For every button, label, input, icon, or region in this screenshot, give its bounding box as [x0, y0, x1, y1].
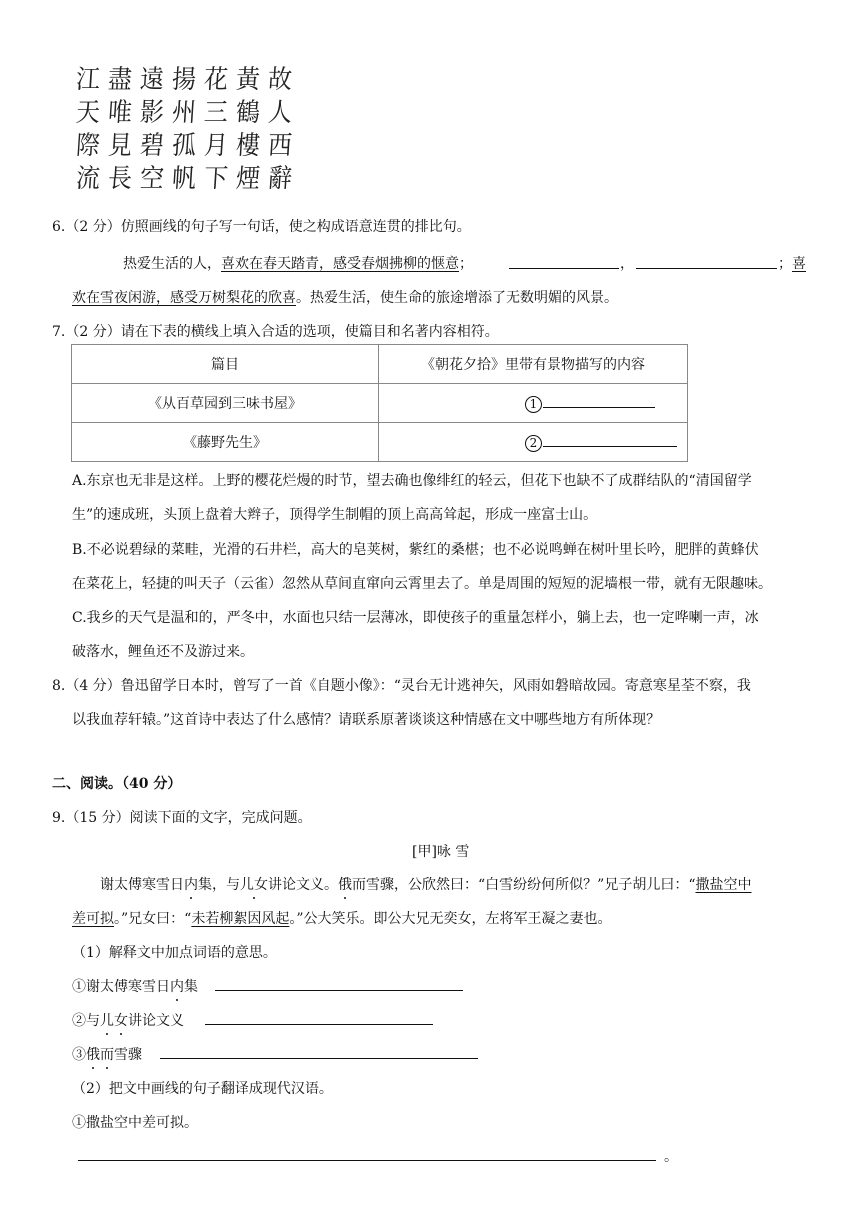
calligraphy-char: 盡 [107, 65, 133, 95]
passage-text: 讲论文义。 [268, 877, 338, 893]
q7-table [71, 344, 688, 462]
section-2-title: 二、阅读。（40 分） [52, 776, 182, 792]
q6-semi-text: ； [778, 256, 792, 272]
item-text: 雪骤 [114, 1047, 142, 1063]
calligraphy-char: 帆 [171, 164, 197, 194]
q6-sep: ； [459, 256, 473, 272]
dotted-word-nei: 内 [170, 979, 184, 995]
calligraphy-char: 遠 [139, 65, 165, 95]
circled-number-2: ② [72, 1013, 86, 1029]
underlined-sentence-1a: 撒盐空中 [695, 877, 752, 893]
q9-answer-blank-1[interactable] [215, 990, 463, 991]
calligraphy-char: 人 [267, 98, 293, 128]
calligraphy-char: 下 [203, 164, 229, 194]
answer-blank-1[interactable] [543, 393, 655, 408]
table-cell-answer-1[interactable] [379, 384, 688, 423]
dotted-word-er: 儿 [100, 1013, 114, 1029]
calligraphy-col-2 [106, 64, 134, 196]
q9-item-1 [72, 976, 198, 996]
item-text: 与 [86, 1013, 100, 1029]
passage-text: 。”公大笑乐。即公大兄无奕女，左将军王凝之妻也。 [289, 911, 612, 927]
q6-blank-1[interactable] [509, 268, 619, 269]
calligraphy-col-4 [170, 64, 198, 196]
calligraphy-char: 孤 [171, 131, 197, 161]
passage-text: 而雪骤，公欣然曰：“白雪纷纷何所似？”兄子胡儿曰：“ [352, 877, 696, 893]
calligraphy-char: 花 [203, 65, 229, 95]
q6-blank-2[interactable] [636, 268, 777, 269]
q6-line2 [72, 287, 618, 307]
calligraphy-char: 月 [203, 131, 229, 161]
calligraphy-col-3 [138, 64, 166, 196]
calligraphy-char: 辭 [267, 164, 293, 194]
q7-option-a-line1: A.东京也无非是这样。上野的樱花烂熳的时节，望去确也像绯红的轻云，但花下也缺不了成群结队的“清国留学 [72, 473, 752, 489]
q6-example-1: 喜欢在春天踏青，感受春烟拂柳的惬意 [221, 256, 459, 272]
calligraphy-char: 唯 [107, 98, 133, 128]
calligraphy-char: 樓 [235, 131, 261, 161]
calligraphy-image [74, 64, 298, 196]
q9-passage-line2 [72, 908, 611, 928]
q7-option-b-line1: B.不必说碧绿的菜畦，光滑的石井栏，高大的皂荚树，紫红的桑椹；也不必说鸣蝉在树叶里长吟，肥胖的黄蜂伏 [72, 542, 759, 558]
q8-line1: 8.（4 分）鲁迅留学日本时，曾写了一首《自题小像》：“灵台无计逃神矢，风雨如磐暗故园。寄意寒星荃不察，我 [52, 678, 751, 694]
q9-translate-1 [72, 1112, 198, 1132]
dotted-word-ernv: 儿女 [240, 877, 268, 893]
calligraphy-char: 流 [75, 164, 101, 194]
underlined-sentence-1b: 差可拟 [72, 911, 114, 927]
q9-passage-line1 [100, 874, 751, 894]
calligraphy-char: 長 [107, 164, 133, 194]
q7-option-a-line2: 生”的速成班，头顶上盘着大辫子，顶得学生制帽的顶上高高耸起，形成一座富士山。 [72, 507, 598, 523]
q8-line2: 以我血荐轩辕。”这首诗中表达了什么感情？请联系原著谈谈这种情感在文中哪些地方有所体现？ [72, 712, 661, 728]
table-cell-answer-2[interactable] [379, 423, 688, 462]
dotted-word-e: 俄 [86, 1047, 100, 1063]
q9-sub1: （1）解释文中加点词语的意思。 [72, 945, 277, 961]
calligraphy-char: 空 [139, 164, 165, 194]
table-header-title: 篇目 [72, 345, 379, 384]
q9-heading: 9.（15 分）阅读下面的文字，完成问题。 [52, 810, 312, 826]
calligraphy-col-5 [202, 64, 230, 196]
table-row [72, 384, 688, 423]
q9-period: 。 [664, 1149, 678, 1165]
q6-tail: 。热爱生活，使生命的旅途增添了无数明媚的风景。 [296, 290, 618, 306]
calligraphy-char: 影 [139, 98, 165, 128]
calligraphy-char: 江 [75, 65, 101, 95]
calligraphy-char: 天 [75, 98, 101, 128]
passage-text: 。”兄女曰：“ [114, 911, 192, 927]
calligraphy-col-7 [266, 64, 294, 196]
circled-number-1: 1 [525, 396, 542, 413]
q6-lead: 热爱生活的人， [123, 256, 221, 272]
calligraphy-char: 煙 [235, 164, 261, 194]
dotted-word-er2: 而 [100, 1047, 114, 1063]
q7-option-c-line2: 破落水，鲤鱼还不及游过来。 [72, 644, 254, 660]
circled-number-1: ① [72, 979, 86, 995]
q6-semi [778, 253, 806, 273]
q9-sub2: （2）把文中画线的句子翻译成现代汉语。 [72, 1081, 333, 1097]
passage-text: 集，与 [198, 877, 240, 893]
q9-answer-blank-3[interactable] [160, 1058, 478, 1059]
calligraphy-char: 三 [203, 98, 229, 128]
q7-option-b-line2: 在菜花上，轻捷的叫天子（云雀）忽然从草间直窜向云霄里去了。单是周围的短短的泥墙根一带，就有无限趣味。 [72, 576, 772, 592]
calligraphy-char: 州 [171, 98, 197, 128]
calligraphy-char: 碧 [139, 131, 165, 161]
calligraphy-char: 黃 [235, 65, 261, 95]
dotted-word-nei: 内 [184, 877, 198, 893]
table-row [72, 345, 688, 384]
calligraphy-char: 鶴 [235, 98, 261, 128]
dotted-word-e: 俄 [338, 877, 352, 893]
q9-poem-title: [甲]咏 雪 [412, 844, 470, 860]
q9-item-2 [72, 1010, 184, 1030]
passage-text: 谢太傅寒雪日 [100, 877, 184, 893]
calligraphy-char: 故 [267, 65, 293, 95]
q6-heading: 6.（2 分）仿照画线的句子写一句话，使之构成语意连贯的排比句。 [52, 219, 471, 235]
table-cell-title-1: 《从百草园到三味书屋》 [72, 384, 379, 423]
circled-number-2: 2 [525, 435, 542, 452]
q6-example-2a: 喜 [792, 256, 806, 272]
answer-blank-2[interactable] [543, 432, 677, 447]
calligraphy-char: 西 [267, 131, 293, 161]
q7-heading: 7.（2 分）请在下表的横线上填入合适的选项，使篇目和名著内容相符。 [52, 324, 499, 340]
circled-number-3: ③ [72, 1047, 86, 1063]
table-cell-title-2: 《藤野先生》 [72, 423, 379, 462]
item-text: 集 [184, 979, 198, 995]
translate-sentence: 撒盐空中差可拟。 [86, 1115, 198, 1131]
calligraphy-char: 揚 [171, 65, 197, 95]
item-text: 讲论文义 [128, 1013, 184, 1029]
underlined-sentence-2: 未若柳絮因风起 [191, 911, 290, 927]
q6-example-2b: 欢在雪夜闲游，感受万树梨花的欣喜 [72, 290, 296, 306]
circled-number-1: ① [72, 1115, 86, 1131]
q9-answer-blank-2[interactable] [205, 1024, 433, 1025]
item-text: 谢太傅寒雪日 [86, 979, 170, 995]
calligraphy-col-1 [74, 64, 102, 196]
calligraphy-char: 際 [75, 131, 101, 161]
q9-translation-blank[interactable] [78, 1160, 656, 1161]
dotted-word-nv: 女 [114, 1013, 128, 1029]
q6-comma: ， [620, 256, 634, 272]
calligraphy-char: 見 [107, 131, 133, 161]
q7-option-c-line1: C.我乡的天气是温和的，严冬中，水面也只结一层薄冰，即使孩子的重量怎样小，躺上去，也一定哗喇一声，冰 [72, 610, 759, 626]
table-row [72, 423, 688, 462]
q6-line1 [123, 253, 473, 273]
table-header-content: 《朝花夕拾》里带有景物描写的内容 [379, 345, 688, 384]
q9-item-3 [72, 1044, 142, 1064]
calligraphy-col-6 [234, 64, 262, 196]
